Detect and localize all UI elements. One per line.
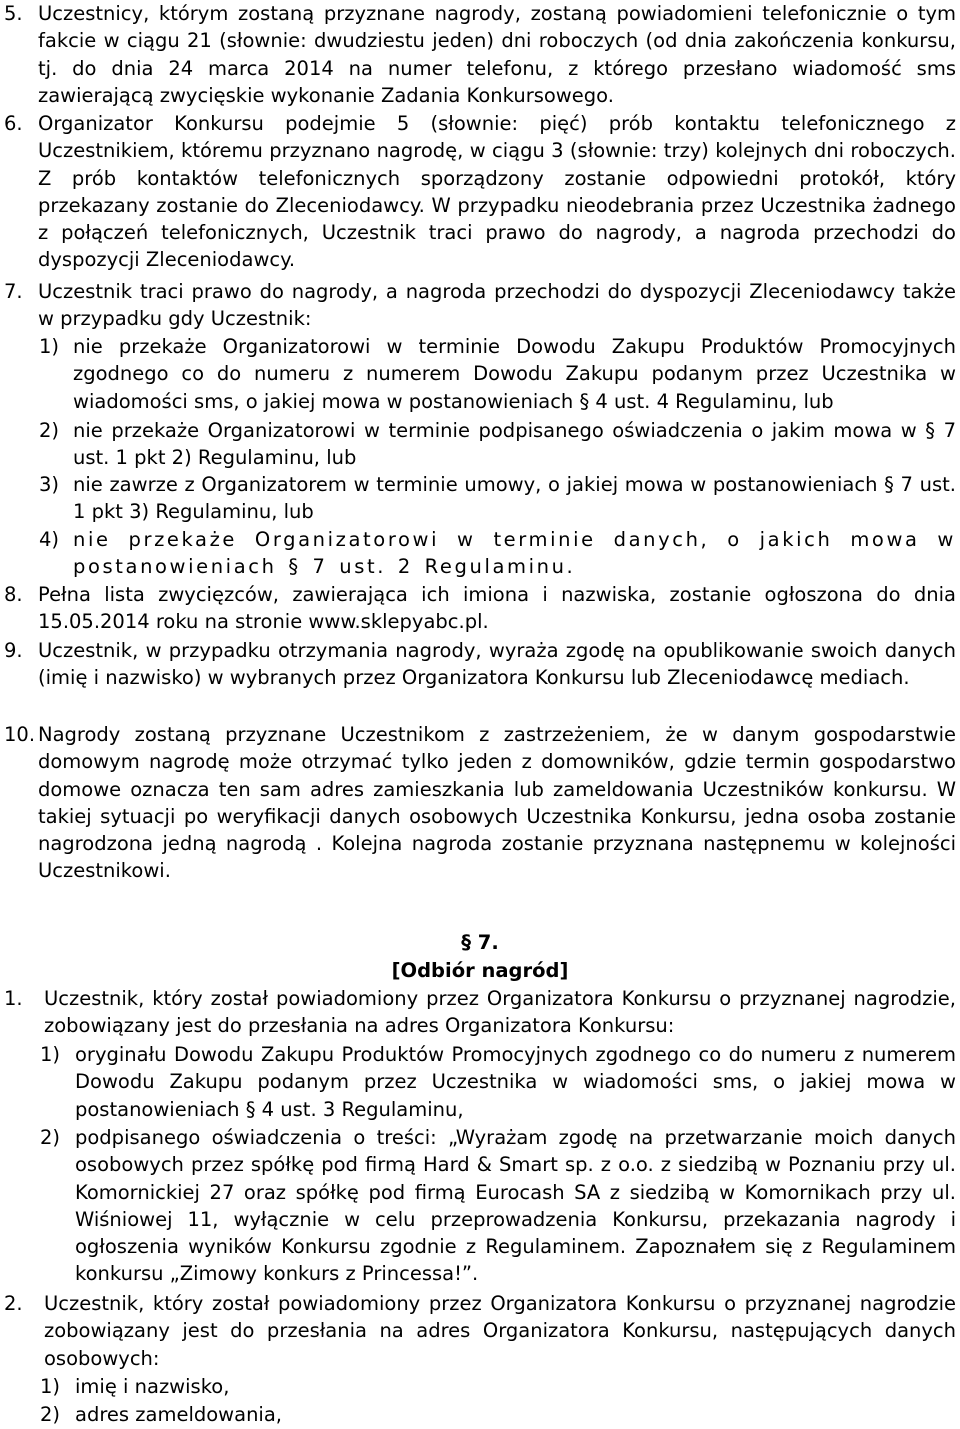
- sub-item: [40, 1124, 956, 1288]
- item-number: 9.: [4, 639, 23, 662]
- list-item-10: [4, 721, 956, 885]
- list-item-7: [4, 278, 956, 333]
- sub-item-text: adres zameldowania,: [75, 1403, 282, 1426]
- list-item-9: [4, 637, 956, 692]
- item-text: Organizator Konkursu podejmie 5 (słownie: pięć) prób kontaktu telefonicznego z Uczestnikiem, któremu przyznano nagrodę, w ciągu 3 (słownie: trzy) kolejnych dni roboczych. Z prób kontaktów telefonicznych sporządzony zostanie odpowiedni protokół, który przekazany zostanie do Zleceniodawcy. W przypadku nieodebrania przez Uczestnika żadnego z połączeń telefonicznych, Uczestnik traci prawo do nagrody, a nagroda przechodzi do dyspozycji Zleceniodawcy.: [38, 112, 956, 272]
- item-number: 5.: [4, 2, 23, 25]
- item-text: Uczestnik traci prawo do nagrody, a nagroda przechodzi do dyspozycji Zleceniodawcy także w przypadku gdy Uczestnik:: [38, 280, 956, 331]
- item-number: 8.: [4, 583, 23, 606]
- sub-item: [40, 1041, 956, 1123]
- sub-item-text: nie przekaże Organizatorowi w terminie danych, o jakich mowa w postanowieniach § 7 ust. 2 Regulaminu.: [73, 528, 956, 579]
- list-item-6: [4, 110, 956, 274]
- item-number: 10.: [4, 723, 36, 746]
- sub-item: [40, 1373, 956, 1400]
- sub-item-number: 1): [40, 1043, 61, 1066]
- item-text: Uczestnik, w przypadku otrzymania nagrody, wyraża zgodę na opublikowanie swoich danych (imię i nazwisko) w wybranych przez Organizatora Konkursu lub Zleceniodawcę mediach.: [38, 639, 956, 690]
- sub-item-number: 1): [39, 335, 60, 358]
- sub-item-number: 2): [40, 1403, 61, 1426]
- sub-item-number: 4): [39, 528, 60, 551]
- list-item-5: [4, 0, 956, 109]
- item-number: 1.: [4, 987, 23, 1010]
- section-title: [Odbiór nagród]: [391, 959, 569, 982]
- section-list-item-2: [4, 1290, 956, 1372]
- sub-item: [39, 333, 956, 415]
- sub-item: [39, 471, 956, 526]
- item-text: Uczestnik, który został powiadomiony przez Organizatora Konkursu o przyznanej nagrodzie zobowiązany jest do przesłania na adres Organizatora Konkursu, następujących danych osobowych:: [44, 1292, 956, 1370]
- section-list-item-1: [4, 985, 956, 1040]
- item-text: Nagrody zostaną przyznane Uczestnikom z zastrzeżeniem, że w danym gospodarstwie domowym nagrodę może otrzymać tylko jeden z domowników, gdzie termin gospodarstwo domowe oznacza ten sam adres zamieszkania lub zameldowania Uczestników konkursu. W takiej sytuacji po weryfikacji danych osobowych Uczestnika Konkursu, jedna osoba zostanie nagrodzona jedną nagrodą . Kolejna nagroda zostanie przyznana następnemu w kolejności Uczestnikowi.: [38, 723, 956, 883]
- sub-item-number: 2): [40, 1126, 61, 1149]
- section-number: § 7.: [461, 931, 499, 954]
- sub-item-text: imię i nazwisko,: [75, 1375, 230, 1398]
- item-text: Uczestnicy, którym zostaną przyznane nagrody, zostaną powiadomieni telefonicznie o tym fakcie w ciągu 21 (słownie: dwudziestu jeden) dni roboczych (od dnia zakończenia konkursu, tj. do dnia 24 marca 2014 na numer telefonu, z którego przesłano wiadomość sms zawierającą zwycięskie wykonanie Zadania Konkursowego.: [38, 2, 956, 107]
- item-text: Pełna lista zwycięzców, zawierająca ich imiona i nazwiska, zostanie ogłoszona do dnia 15.05.2014 roku na stronie www.sklepyabc.pl.: [38, 583, 956, 634]
- item-number: 6.: [4, 112, 23, 135]
- sub-item-text: oryginału Dowodu Zakupu Produktów Promocyjnych zgodnego co do numeru z numerem Dowodu Zakupu podanym przez Uczestnika w wiadomości sms, o jakiej mowa w postanowieniach § 4 ust. 3 Regulaminu,: [75, 1043, 956, 1121]
- sub-item-text: podpisanego oświadczenia o treści: „Wyrażam zgodę na przetwarzanie moich danych osobowych przez spółkę pod firmą Hard & Smart sp. z o.o. z siedzibą w Poznaniu przy ul. Komornickiej 27 oraz spółkę pod firmą Eurocash SA z siedzibą w Komornikach przy ul. Wiśniowej 11, wyłącznie w celu przeprowadzenia Konkursu, przekazania nagrody i ogłoszenia wyników Konkursu zgodnie z Regulaminem. Zapoznałem się z Regulaminem konkursu „Zimowy konkurs z Princessa!”.: [75, 1126, 956, 1286]
- list-item-8: [4, 581, 956, 636]
- sub-item: [39, 417, 956, 472]
- sub-item-text: nie zawrze z Organizatorem w terminie umowy, o jakiej mowa w postanowieniach § 7 ust. 1 pkt 3) Regulaminu, lub: [73, 473, 956, 524]
- sub-item-text: nie przekaże Organizatorowi w terminie Dowodu Zakupu Produktów Promocyjnych zgodnego co do numeru z numerem Dowodu Zakupu podanym przez Uczestnika w wiadomości sms, o jakiej mowa w postanowieniach § 4 ust. 4 Regulaminu, lub: [73, 335, 956, 413]
- sub-item-number: 3): [39, 473, 60, 496]
- item-number: 2.: [4, 1292, 23, 1315]
- item-number: 7.: [4, 280, 23, 303]
- sub-item: [40, 1401, 956, 1428]
- sub-item: [39, 526, 956, 581]
- sub-item-text: nie przekaże Organizatorowi w terminie podpisanego oświadczenia o jakim mowa w § 7 ust. 1 pkt 2) Regulaminu, lub: [73, 419, 956, 470]
- sub-item-number: 2): [39, 419, 60, 442]
- item-text: Uczestnik, który został powiadomiony przez Organizatora Konkursu o przyznanej nagrodzie, zobowiązany jest do przesłania na adres Organizatora Konkursu:: [44, 987, 956, 1038]
- sub-item-number: 1): [40, 1375, 61, 1398]
